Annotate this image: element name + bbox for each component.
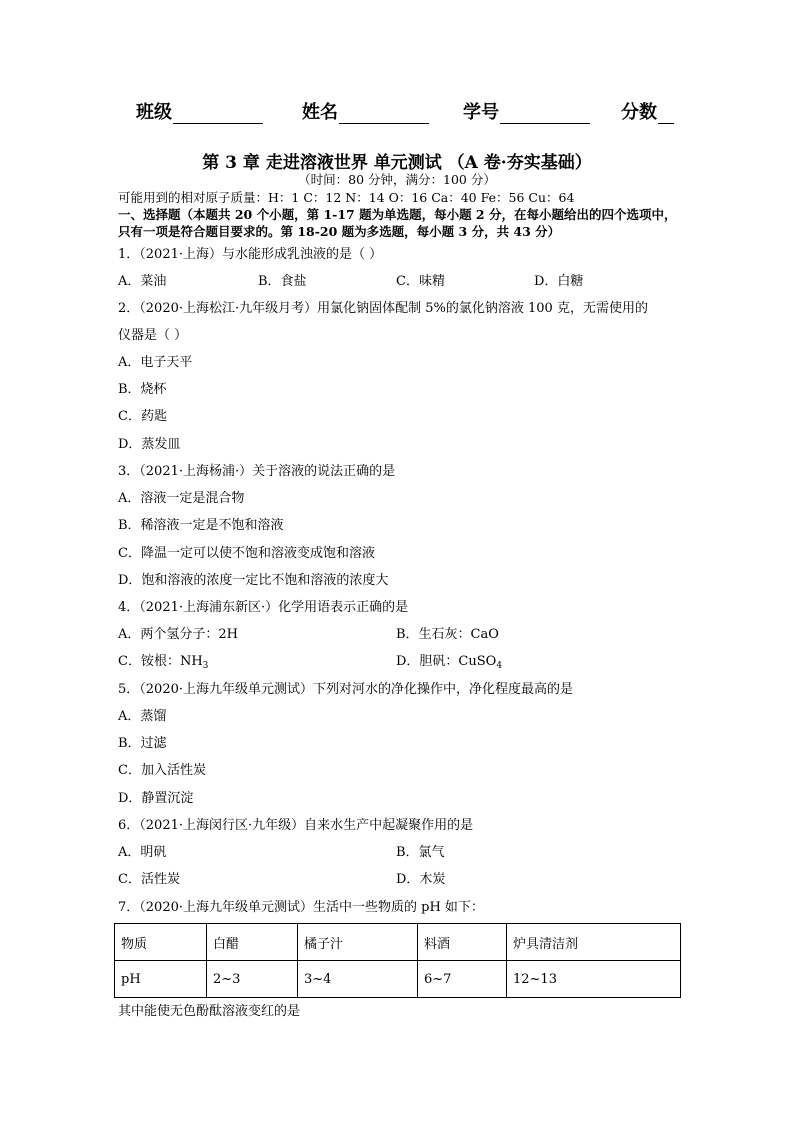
q4-option-c-subscript: 3 [202, 661, 209, 671]
q1-option-a: A．菜油 [118, 274, 167, 289]
name-blank [339, 105, 429, 124]
q2-stem-line1: 2．（2020·上海松江·九年级月考）用氯化钠固体配制 5%的氯化钠溶液 100 克，无需使用的 [118, 301, 648, 316]
atomic-masses: 可能用到的相对原子质量：H：1 C：12 N：14 O：16 Ca：40 Fe：56 Cu：64 [118, 190, 575, 205]
class-blank [173, 105, 263, 124]
exam-title: 第 3 章 走进溶液世界 单元测试 （A 卷·夯实基础） [202, 153, 592, 173]
q4-stem: 4．（2021·上海浦东新区·）化学用语表示正确的是 [118, 600, 409, 615]
class-label: 班级 [136, 102, 172, 123]
exam-subtitle: （时间：80 分钟，满分：100 分） [298, 172, 496, 187]
class-field [136, 98, 263, 124]
table-header-cell: 橘子汁 [298, 924, 418, 961]
q2-option-b: B．烧杯 [118, 382, 167, 397]
q5-option-d: D．静置沉淀 [118, 791, 194, 806]
table-cell: 12~13 [507, 961, 681, 998]
q3-option-c: C．降温一定可以使不饱和溶液变成饱和溶液 [118, 546, 375, 561]
table-row [115, 924, 681, 961]
q1-option-c: C．味精 [396, 274, 445, 289]
id-field [463, 98, 590, 124]
q7-stem: 7．（2020·上海九年级单元测试）生活中一些物质的 pH 如下： [118, 900, 484, 915]
q2-option-c: C．药匙 [118, 409, 167, 424]
q6-option-d: D．木炭 [396, 872, 446, 887]
table-header-cell: 料酒 [418, 924, 507, 961]
table-cell: 3~4 [298, 961, 418, 998]
q6-option-b: B．氯气 [396, 845, 445, 860]
table-header-cell: 白醋 [207, 924, 298, 961]
q7-after-table: 其中能使无色酚酞溶液变红的是 [118, 1004, 301, 1019]
q2-option-a: A．电子天平 [118, 355, 193, 370]
q1-stem: 1．（2021·上海）与水能形成乳浊液的是（ ） [118, 247, 383, 262]
table-header-cell: 物质 [115, 924, 207, 961]
q4-option-d-text: D．胆矾：CuSO [396, 654, 497, 669]
table-cell: pH [115, 961, 207, 998]
score-field [621, 98, 674, 124]
q4-option-c [118, 650, 208, 669]
q3-stem: 3．（2021·上海杨浦·）关于溶液的说法正确的是 [118, 464, 396, 479]
table-cell: 6~7 [418, 961, 507, 998]
name-label: 姓名 [302, 102, 338, 123]
q5-option-b: B．过滤 [118, 736, 167, 751]
id-blank [500, 105, 590, 124]
q6-stem: 6．（2021·上海闵行区·九年级）自来水生产中起凝聚作用的是 [118, 818, 474, 833]
q2-stem-line2: 仪器是（ ） [118, 328, 188, 343]
q5-stem: 5．（2020·上海九年级单元测试）下列对河水的净化操作中，净化程度最高的是 [118, 682, 573, 697]
q4-option-a: A．两个氢分子：2H [118, 627, 238, 642]
ph-table [114, 923, 681, 998]
q6-option-c: C．活性炭 [118, 872, 180, 887]
q2-option-d: D．蒸发皿 [118, 437, 181, 452]
q4-option-b: B．生石灰：CaO [396, 627, 499, 642]
q6-option-a: A．明矾 [118, 845, 167, 860]
score-label: 分数 [621, 102, 657, 123]
name-field [302, 98, 429, 124]
q5-option-a: A．蒸馏 [118, 709, 167, 724]
q4-option-d [396, 650, 502, 669]
q5-option-c: C．加入活性炭 [118, 763, 206, 778]
q1-option-d: D．白糖 [534, 274, 584, 289]
table-header-cell: 炉具清洁剂 [507, 924, 681, 961]
q3-option-a: A．溶液一定是混合物 [118, 491, 245, 506]
section-heading: 一、选择题（本题共 20 个小题，第 1-17 题为单选题，每小题 2 分，在每小题给出的四个选项中，只有一项是符合题目要求的。第 18-20 题为多选题，每小题 3 分，共 43 分） [118, 207, 677, 239]
table-cell: 2~3 [207, 961, 298, 998]
student-info-row [0, 98, 794, 122]
q4-option-d-subscript: 4 [496, 661, 503, 671]
q3-option-d: D．饱和溶液的浓度一定比不饱和溶液的浓度大 [118, 573, 389, 588]
q1-option-b: B．食盐 [258, 274, 307, 289]
q3-option-b: B．稀溶液一定是不饱和溶液 [118, 518, 284, 533]
q1-options [118, 270, 678, 288]
id-label: 学号 [463, 102, 499, 123]
q4-option-c-text: C．铵根：NH [118, 654, 203, 669]
table-row [115, 961, 681, 998]
score-blank [658, 105, 674, 124]
